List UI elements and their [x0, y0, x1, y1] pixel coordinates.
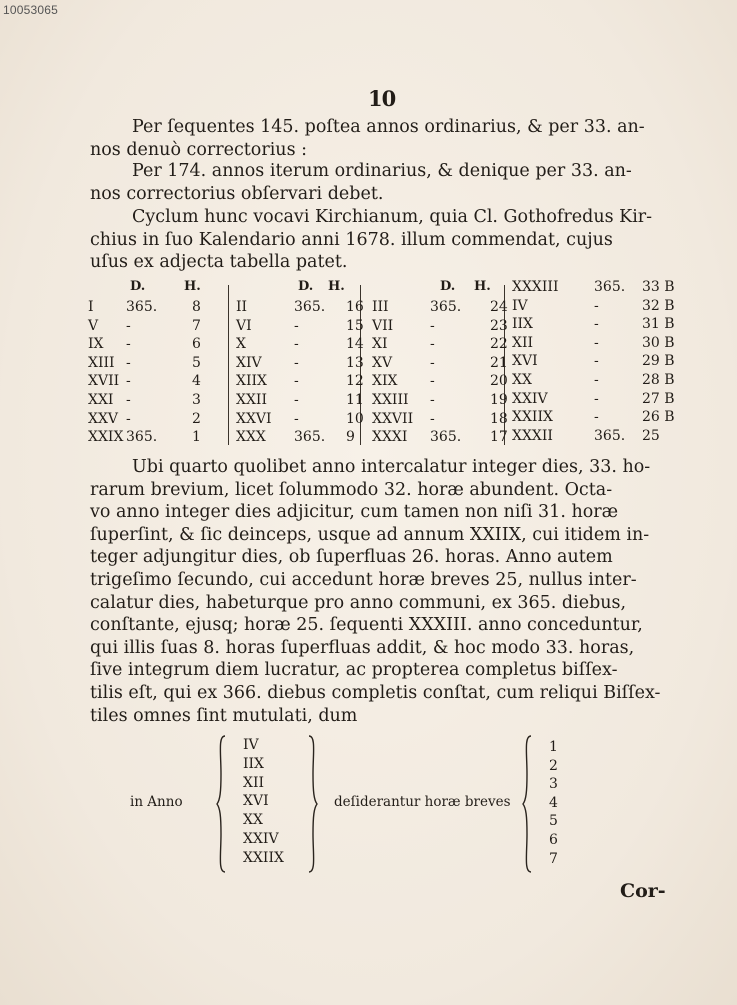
table-cell-days: -: [594, 334, 599, 351]
table-cell-year: IX: [88, 336, 104, 353]
table-cell-days: -: [294, 354, 299, 371]
text-line: uſus ex adjecta tabella patet.: [90, 252, 348, 273]
text-line: teger adjungitur dies, ob ſuperfluas 26. horas. Anno autem: [90, 547, 613, 568]
page-number: 10: [368, 86, 396, 111]
hours-brace-icon: [522, 734, 532, 874]
table-cell-hours: 13: [346, 354, 364, 371]
hours-list: [549, 738, 558, 868]
table-cell-year: XXXII: [512, 427, 553, 444]
year-item: XII: [243, 774, 265, 791]
text-line: vo anno integer dies adjicitur, cum tamen non niſi 31. horæ: [90, 502, 619, 523]
table-cell-days: -: [430, 336, 435, 353]
right-brace-icon: [308, 734, 318, 874]
column-header-days: D.: [130, 279, 146, 294]
table-cell-days: 365.: [594, 427, 626, 444]
table-cell-hours: 1: [192, 429, 201, 446]
table-cell-year: IV: [512, 297, 528, 314]
table-cell-year: XXVII: [372, 410, 414, 427]
text-line: Cyclum hunc vocavi Kirchianum, quia Cl. Gothofredus Kir-: [132, 207, 653, 227]
paragraph-1: [90, 116, 664, 161]
table-cell-days: -: [430, 317, 435, 334]
table-cell-hours: 20: [490, 373, 508, 390]
text-line: ſive integrum diem lucratur, ac propterea completus biſſex-: [90, 660, 618, 681]
scan-identifier: 10053065: [3, 3, 58, 17]
table-cell-days: -: [294, 336, 299, 353]
table-cell-year: XXVI: [236, 410, 272, 427]
table-cell-hours: 4: [192, 373, 201, 390]
text-line: Ubi quarto quolibet anno intercalatur integer dies, 33. ho-: [132, 457, 651, 477]
paragraph-4: [90, 456, 664, 727]
table-cell-hours: 26 B: [642, 409, 675, 426]
table-cell-year: XXII: [236, 392, 267, 408]
text-line: nos denuò correctorius :: [90, 139, 308, 160]
table-cell-days: -: [430, 392, 435, 408]
left-brace-icon: [216, 734, 226, 874]
table-cell-days: 365.: [594, 279, 626, 295]
text-line: qui illis ſuas 8. horas ſuperfluas addit, & hoc modo 33. horas,: [90, 637, 635, 658]
table-cell-days: -: [126, 354, 131, 371]
year-item: XXIIX: [243, 849, 284, 866]
table-cell-days: 365.: [430, 429, 462, 446]
table-cell-days: -: [126, 392, 131, 408]
text-line: calatur dies, habeturque pro anno communi, ex 365. diebus,: [90, 592, 627, 613]
table-cell-hours: 30 B: [642, 334, 675, 351]
table-cell-year: XXXIII: [512, 279, 559, 295]
table-cell-year: XXXI: [372, 429, 408, 446]
table-cell-hours: 3: [192, 392, 201, 408]
table-cell-hours: 22: [490, 336, 508, 353]
desiderantur-label: deſiderantur horæ breves: [334, 794, 511, 810]
year-list: [243, 736, 284, 868]
table-cell-days: -: [126, 410, 131, 427]
table-cell-hours: 31 B: [642, 316, 675, 333]
table-cell-year: IIX: [512, 316, 534, 333]
table-cell-year: I: [88, 299, 94, 315]
year-item: IIX: [243, 755, 265, 772]
table-cell-hours: 21: [490, 354, 508, 371]
table-cell-days: -: [126, 373, 131, 390]
table-cell-hours: 19: [490, 392, 508, 408]
year-item: IV: [243, 737, 259, 753]
text-line: nos correctorius obſervari debet.: [90, 183, 384, 204]
hours-item: 4: [549, 794, 558, 811]
table-cell-days: 365.: [126, 299, 158, 315]
table-cell-year: XXIIX: [512, 409, 553, 426]
table-cell-hours: 5: [192, 354, 201, 371]
hours-item: 5: [549, 813, 558, 830]
table-cell-year: XXX: [236, 429, 266, 446]
column-header-hours: H.: [328, 279, 345, 294]
table-cell-days: -: [594, 316, 599, 333]
hours-item: 3: [549, 776, 558, 793]
table-cell-year: V: [88, 317, 99, 334]
table-cell-year: III: [372, 299, 389, 315]
table-cell-year: XX: [512, 372, 532, 388]
table-cell-year: XIV: [236, 354, 262, 371]
table-cell-year: XXI: [88, 392, 114, 408]
table-cell-year: XXV: [88, 410, 119, 427]
table-cell-year: XIIX: [236, 373, 267, 390]
table-cell-days: -: [294, 410, 299, 427]
table-cell-days: 365.: [294, 429, 326, 446]
text-line: conſtante, ejusq; horæ 25. ſequenti XXXIII. anno conceduntur,: [90, 615, 643, 636]
table-cell-hours: 25: [642, 427, 660, 444]
table-cell-year: XVI: [512, 353, 538, 370]
table-cell-days: 365.: [430, 299, 462, 315]
table-cell-days: -: [430, 373, 435, 390]
table-cell-year: XV: [372, 354, 393, 371]
table-cell-hours: 29 B: [642, 353, 675, 370]
table-cell-days: -: [430, 354, 435, 371]
table-cell-hours: 11: [346, 392, 364, 408]
table-cell-year: XXIV: [512, 390, 548, 407]
table-cell-days: -: [594, 409, 599, 426]
year-item: XVI: [243, 793, 269, 810]
column-header-days: D.: [440, 279, 456, 294]
intercalation-table: [88, 279, 675, 449]
paragraph-2: [90, 160, 664, 205]
table-cell-hours: 8: [192, 299, 201, 315]
year-item: XX: [243, 812, 263, 829]
table-cell-days: -: [594, 353, 599, 370]
table-cell-hours: 10: [346, 410, 364, 427]
table-cell-year: XIX: [372, 373, 398, 390]
table-cell-days: -: [594, 297, 599, 314]
text-line: tilis eſt, qui ex 366. diebus completis conſtat, cum reliqui Biſſex-: [90, 682, 661, 703]
text-line: ſuperſint, & ſic deinceps, usque ad annum XXIIX, cui itidem in-: [90, 524, 650, 545]
table-cell-year: XXIX: [88, 429, 124, 446]
catchword: Cor-: [620, 880, 666, 902]
year-item: XXIV: [243, 830, 279, 847]
table-cell-days: -: [294, 373, 299, 390]
text-line: Per ſequentes 145. poſtea annos ordinarius, & per 33. an-: [132, 117, 645, 137]
table-cell-hours: 18: [490, 410, 508, 427]
table-cell-hours: 16: [346, 299, 364, 315]
table-cell-hours: 23: [490, 317, 508, 334]
table-cell-hours: 7: [192, 317, 201, 334]
column-header-hours: H.: [474, 279, 491, 294]
table-cell-days: -: [594, 390, 599, 407]
table-cell-year: VII: [372, 317, 394, 334]
table-cell-days: -: [594, 372, 599, 388]
hours-item: 2: [549, 757, 558, 774]
table-cell-year: II: [236, 299, 248, 315]
column-divider: [228, 285, 229, 445]
table-cell-hours: 33 B: [642, 279, 675, 295]
table-cell-hours: 32 B: [642, 297, 675, 314]
text-line: chius in ſuo Kalendario anni 1678. illum commendat, cujus: [90, 229, 613, 250]
text-line: rarum brevium, licet ſolummodo 32. horæ abundent. Octa-: [90, 479, 613, 500]
table-cell-hours: 2: [192, 410, 201, 427]
table-cell-hours: 17: [490, 429, 508, 446]
table-cell-days: 365.: [294, 299, 326, 315]
brace-block: [90, 730, 650, 880]
column-header-hours: H.: [184, 279, 201, 294]
table-cell-hours: 9: [346, 429, 355, 446]
column-header-days: D.: [298, 279, 314, 294]
table-cell-year: XI: [372, 336, 388, 353]
table-cell-year: XVII: [88, 373, 120, 390]
table-cell-hours: 24: [490, 299, 508, 315]
table-cell-days: -: [294, 317, 299, 334]
table-cell-year: XXIII: [372, 392, 409, 408]
table-cell-year: XII: [512, 334, 534, 351]
table-cell-year: X: [236, 336, 246, 353]
paragraph-3: [90, 206, 664, 274]
in-anno-label: in Anno: [130, 794, 183, 810]
table-cell-year: VI: [236, 317, 252, 334]
text-line: tiles omnes ſint mutulati, dum: [90, 705, 358, 726]
table-cell-days: -: [126, 336, 131, 353]
table-cell-hours: 15: [346, 317, 364, 334]
table-cell-hours: 6: [192, 336, 201, 353]
hours-item: 1: [549, 739, 558, 755]
table-cell-days: -: [294, 392, 299, 408]
table-cell-year: XIII: [88, 354, 115, 371]
table-cell-days: -: [430, 410, 435, 427]
hours-item: 6: [549, 831, 558, 848]
table-cell-hours: 14: [346, 336, 364, 353]
table-cell-hours: 12: [346, 373, 364, 390]
table-cell-hours: 27 B: [642, 390, 675, 407]
hours-item: 7: [549, 850, 558, 867]
table-cell-days: 365.: [126, 429, 158, 446]
text-line: Per 174. annos iterum ordinarius, & denique per 33. an-: [132, 161, 632, 181]
table-cell-hours: 28 B: [642, 372, 675, 388]
text-line: trigeſimo ſecundo, cui accedunt horæ breves 25, nullus inter-: [90, 569, 637, 590]
table-cell-days: -: [126, 317, 131, 334]
